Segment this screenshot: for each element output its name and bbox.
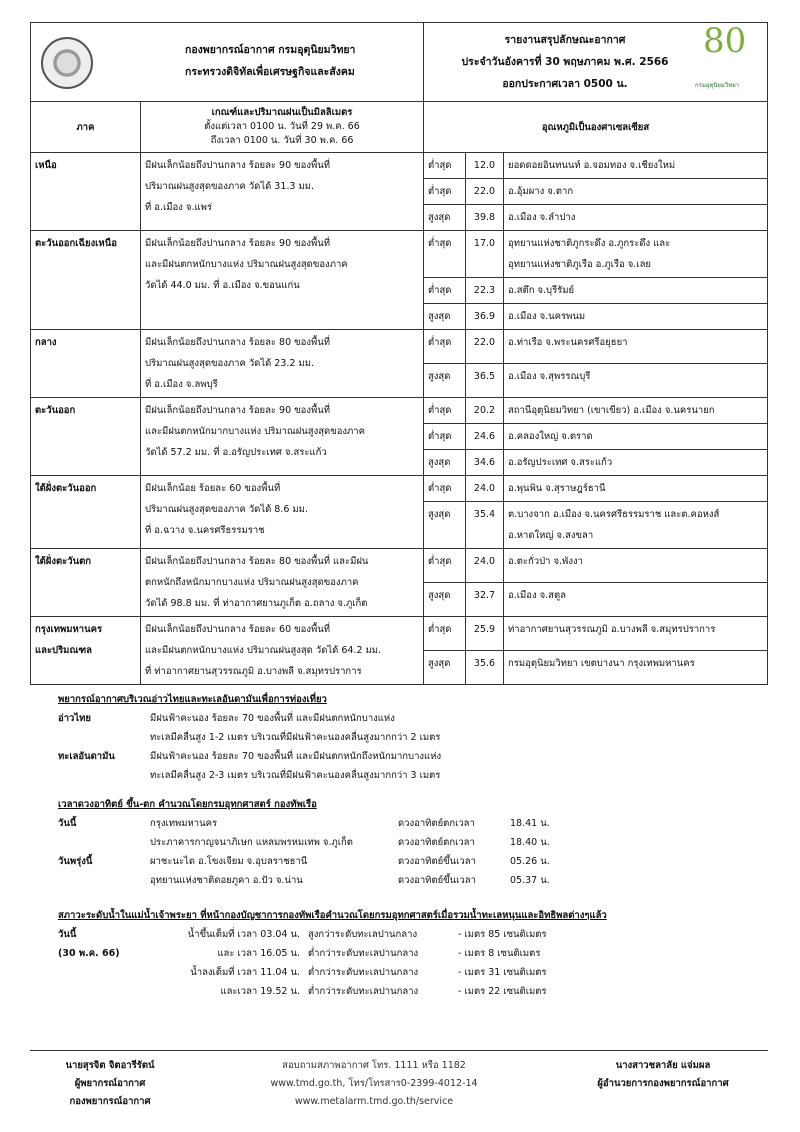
andaman-line-2: ทะเลมีคลื่นสูง 2-3 เมตร บริเวณที่มีฝนฟ้าคะนองคลื่นสูงมากกว่า 3 เมตร — [150, 770, 441, 781]
temp-kind: ต่ำสุด — [424, 179, 466, 205]
region-rain: มีฝนเล็กน้อยถึงปานกลาง ร้อยละ 90 ของพื้นที่ และมีฝนตกหนักบางแห่ง ปริมาณฝนสูงสุดของภาค วัดได้ 44.0 มม. ที่ อ.เมือง จ.ขอนแก่น — [141, 231, 424, 330]
report-date: ประจำวันอังคารที่ 30 พฤษภาคม พ.ศ. 2566 — [461, 56, 669, 68]
temp-kind: ต่ำสุด — [424, 153, 466, 179]
river-row — [58, 944, 758, 963]
temp-kind: สูงสุด — [424, 583, 466, 617]
temp-value: 36.5 — [466, 364, 504, 398]
river-time: น้ำขึ้นเต็มที่ เวลา 03.04 น. — [187, 929, 300, 940]
sea-title: พยากรณ์อากาศบริเวณอ่าวไทยและทะเลอันดามันเพื่อการท่องเที่ยว — [58, 694, 327, 705]
temp-value: 22.3 — [466, 278, 504, 304]
sun-event: ดวงอาทิตย์ตกเวลา — [398, 818, 475, 829]
col-region-header: ภาค — [31, 102, 141, 153]
river-row — [58, 963, 758, 982]
header-right — [424, 23, 768, 102]
temp-value: 24.0 — [466, 549, 504, 583]
sun-title: เวลาดวงอาทิตย์ ขึ้น-ตก คำนวณโดยกรมอุทกศาสตร์ กองทัพเรือ — [58, 799, 317, 810]
temp-kind: ต่ำสุด — [424, 330, 466, 364]
region-name: กรุงเทพมหานคร และปริมณฑล — [31, 617, 141, 685]
sun-day-label — [58, 871, 150, 890]
river-row — [58, 982, 758, 1001]
tmd-80th-logo-icon: 80 กรมอุตุนิยมวิทยา — [695, 21, 747, 89]
river-level-value: - เมตร 85 เซนติเมตร — [458, 929, 547, 940]
temp-kind: ต่ำสุด — [424, 476, 466, 502]
sun-time: 05.26 น. — [510, 856, 550, 867]
report-title: รายงานสรุปลักษณะอากาศ — [504, 34, 626, 46]
temp-place: อ.เมือง จ.สตูล — [504, 583, 768, 617]
temp-value: 17.0 — [466, 231, 504, 278]
table-row — [31, 398, 768, 424]
region-rain: มีฝนเล็กน้อยถึงปานกลาง ร้อยละ 90 ของพื้นที่ ปริมาณฝนสูงสุดของภาค วัดได้ 31.3 มม. ที่ อ.เมือง จ.แพร่ — [141, 153, 424, 231]
service-link[interactable]: www.metalarm.tmd.go.th/service — [294, 1096, 454, 1107]
sun-event: ดวงอาทิตย์ขึ้นเวลา — [398, 875, 476, 886]
river-time: และ เวลา 16.05 น. — [217, 948, 300, 959]
river-relation: ต่ำกว่าระดับทะเลปานกลาง — [308, 948, 419, 959]
temp-place: กรมอุตุนิยมวิทยา เขตบางนา กรุงเทพมหานคร — [504, 651, 768, 685]
region-rain: มีฝนเล็กน้อยถึงปานกลาง ร้อยละ 60 ของพื้นที่ และมีฝนตกหนักบางแห่ง ปริมาณฝนสูงสุด วัดได้ 64.2 มม. ที่ ท่าอากาศยานสุวรรณภูมิ อ.บางพลี จ.สมุทรปราการ — [141, 617, 424, 685]
temp-kind: ต่ำสุด — [424, 549, 466, 583]
region-rain: มีฝนเล็กน้อย ร้อยละ 60 ของพื้นที่ ปริมาณฝนสูงสุดของภาค วัดได้ 8.6 มม. ที่ อ.ฉวาง จ.นครศรีธรรมราช — [141, 476, 424, 549]
river-level-value: - เมตร 31 เซนติเมตร — [458, 967, 547, 978]
temp-value: 24.6 — [466, 424, 504, 450]
director-role: ผู้อำนวยการกองพยากรณ์อากาศ — [597, 1078, 729, 1089]
table-row — [31, 476, 768, 502]
river-title: สภาวะระดับน้ำในแม่น้ำเจ้าพระยา ที่หน้ากองบัญชาการกองทัพเรือคำนวณโดยกรมอุทกศาสตร์เมื่อรวมน้ำทะเลหนุนและอิทธิพลต่างๆแล้ว — [58, 910, 607, 921]
sun-place: กรุงเทพมหานคร — [150, 818, 218, 829]
river-time: และเวลา 19.52 น. — [220, 986, 300, 997]
region-name: ใต้ฝั่งตะวันตก — [31, 549, 141, 617]
temp-value: 20.2 — [466, 398, 504, 424]
temp-kind: ต่ำสุด — [424, 398, 466, 424]
issue-time: ออกประกาศเวลา 0500 น. — [502, 78, 628, 90]
andaman-line-1: มีฝนฟ้าคะนอง ร้อยละ 70 ของพื้นที่ และมีฝนตกหนักถึงหนักมากบางแห่ง — [150, 751, 442, 762]
header-left — [31, 23, 424, 102]
temp-value: 32.7 — [466, 583, 504, 617]
region-name: ตะวันออกเฉียงเหนือ — [31, 231, 141, 330]
temp-kind: สูงสุด — [424, 304, 466, 330]
sun-row — [58, 833, 758, 852]
sun-day-label: วันนี้ — [58, 818, 77, 829]
temp-place: อ.คลองใหญ่ จ.ตราด — [504, 424, 768, 450]
table-row — [31, 231, 768, 278]
col-temp-header: อุณหภูมิเป็นองศาเซลเซียส — [424, 102, 768, 153]
ministry-name: กระทรวงดิจิทัลเพื่อเศรษฐกิจและสังคม — [185, 66, 355, 78]
sun-place: ประภาคารกาญจนาภิเษก แหลมพรหมเทพ จ.ภูเก็ต — [150, 837, 353, 848]
temp-kind: สูงสุด — [424, 364, 466, 398]
department-name: กองพยากรณ์อากาศ กรมอุตุนิยมวิทยา — [185, 44, 356, 56]
director-name: นางสาวชลาลัย แจ่มผล — [615, 1060, 711, 1071]
river-day-label — [58, 982, 150, 1001]
sun-row — [58, 852, 758, 871]
table-row — [31, 330, 768, 364]
temp-place: อ.เมือง จ.สุพรรณบุรี — [504, 364, 768, 398]
sun-place: ผาชะนะได อ.โขงเจียม จ.อุบลราชธานี — [150, 856, 308, 867]
temp-place: อ.ตะกั่วป่า จ.พังงา — [504, 549, 768, 583]
river-relation: สูงกว่าระดับทะเลปานกลาง — [308, 929, 418, 940]
forecaster-role: ผู้พยากรณ์อากาศ — [74, 1078, 146, 1089]
forecaster-name: นายสุรจิต จิตอารีรัตน์ — [65, 1060, 155, 1071]
sun-time: 05.37 น. — [510, 875, 550, 886]
temp-place: ต.บางจาก อ.เมือง จ.นครศรีธรรมราช และต.คอหงส์ อ.หาดใหญ่ จ.สงขลา — [504, 502, 768, 549]
region-name: กลาง — [31, 330, 141, 398]
andaman-label: ทะเลอันดามัน — [58, 751, 115, 762]
table-row — [31, 153, 768, 179]
river-time: น้ำลงเต็มที่ เวลา 11.04 น. — [190, 967, 300, 978]
temp-place: อ.ท่าเรือ จ.พระนครศรีอยุธยา — [504, 330, 768, 364]
region-rain: มีฝนเล็กน้อยถึงปานกลาง ร้อยละ 90 ของพื้นที่ และมีฝนตกหนักมากบางแห่ง ปริมาณฝนสูงสุดของภาค วัดได้ 57.2 มม. ที่ อ.อรัญประเทศ จ.สระแก้ว — [141, 398, 424, 476]
gulf-line-1: มีฝนฟ้าคะนอง ร้อยละ 70 ของพื้นที่ และมีฝนตกหนักบางแห่ง — [150, 713, 395, 724]
temp-place: อ.พุนพิน จ.สุราษฎร์ธานี — [504, 476, 768, 502]
temp-place: ยอดดอยอินทนนท์ อ.จอมทอง จ.เชียงใหม่ — [504, 153, 768, 179]
river-day-label: (30 พ.ค. 66) — [58, 948, 120, 959]
contact-phone: สอบถามสภาพอากาศ โทร. 1111 หรือ 1182 — [282, 1060, 466, 1071]
temp-place: ท่าอากาศยานสุวรรณภูมิ อ.บางพลี จ.สมุทรปราการ — [504, 617, 768, 651]
river-relation: ต่ำกว่าระดับทะเลปานกลาง — [308, 967, 419, 978]
temp-value: 34.6 — [466, 450, 504, 476]
sun-row — [58, 871, 758, 890]
sea-forecast — [58, 690, 758, 785]
weather-table — [30, 22, 768, 685]
table-row — [31, 617, 768, 651]
temp-kind: สูงสุด — [424, 450, 466, 476]
temp-kind: สูงสุด — [424, 502, 466, 549]
temp-kind: ต่ำสุด — [424, 278, 466, 304]
temp-value: 25.9 — [466, 617, 504, 651]
gulf-line-2: ทะเลมีคลื่นสูง 1-2 เมตร บริเวณที่มีฝนฟ้าคะนองคลื่นสูงมากกว่า 2 เมตร — [150, 732, 441, 743]
sun-day-label: วันพรุ่งนี้ — [58, 856, 93, 867]
river-row — [58, 925, 758, 944]
temp-place: อ.สตึก จ.บุรีรัมย์ — [504, 278, 768, 304]
sun-row — [58, 814, 758, 833]
sun-time: 18.41 น. — [510, 818, 550, 829]
temp-kind: ต่ำสุด — [424, 231, 466, 278]
temp-place: สถานีอุตุนิยมวิทยา (เขาเขียว) อ.เมือง จ.นครนายก — [504, 398, 768, 424]
ministry-seal-icon — [41, 37, 93, 89]
region-name: เหนือ — [31, 153, 141, 231]
gulf-label: อ่าวไทย — [58, 713, 91, 724]
river-day-label: วันนี้ — [58, 929, 77, 940]
temp-value: 12.0 — [466, 153, 504, 179]
temp-value: 22.0 — [466, 179, 504, 205]
sun-times — [58, 795, 758, 890]
footer — [30, 1050, 768, 1111]
river-day-label — [58, 963, 150, 982]
temp-value: 36.9 — [466, 304, 504, 330]
col-rain-header: เกณฑ์และปริมาณฝนเป็นมิลลิเมตร ตั้งแต่เวลา 0100 น. วันที่ 29 พ.ค. 66 ถึงเวลา 0100 น. วันที่ 30 พ.ค. 66 — [141, 102, 424, 153]
temp-place: อุทยานแห่งชาติภูกระดึง อ.ภูกระดึง และ อุทยานแห่งชาติภูเรือ อ.ภูเรือ จ.เลย — [504, 231, 768, 278]
region-rain: มีฝนเล็กน้อยถึงปานกลาง ร้อยละ 80 ของพื้นที่ ปริมาณฝนสูงสุดของภาค วัดได้ 23.2 มม. ที่ อ.เมือง จ.ลพบุรี — [141, 330, 424, 398]
sun-time: 18.40 น. — [510, 837, 550, 848]
temp-place: อ.เมือง จ.นครพนม — [504, 304, 768, 330]
temp-kind: ต่ำสุด — [424, 424, 466, 450]
sun-event: ดวงอาทิตย์ขึ้นเวลา — [398, 856, 476, 867]
region-rain: มีฝนเล็กน้อยถึงปานกลาง ร้อยละ 80 ของพื้นที่ และมีฝน ตกหนักถึงหนักมากบางแห่ง ปริมาณฝนสูงสุดของภาค วัดได้ 98.8 มม. ที่ ท่าอากาศยานภูเก็ต อ.ถลาง จ.ภูเก็ต — [141, 549, 424, 617]
temp-kind: ต่ำสุด — [424, 617, 466, 651]
river-relation: ต่ำกว่าระดับทะเลปานกลาง — [308, 986, 419, 997]
temp-place: อ.อรัญประเทศ จ.สระแก้ว — [504, 450, 768, 476]
contact-web[interactable]: www.tmd.go.th, โทร/โทรสาร0-2399-4012-14 — [270, 1078, 478, 1089]
table-row — [31, 549, 768, 583]
river-level — [58, 906, 758, 1001]
temp-value: 35.4 — [466, 502, 504, 549]
temp-value: 39.8 — [466, 205, 504, 231]
river-level-value: - เมตร 22 เซนติเมตร — [458, 986, 547, 997]
region-name: ตะวันออก — [31, 398, 141, 476]
sun-event: ดวงอาทิตย์ตกเวลา — [398, 837, 475, 848]
sun-day-label — [58, 833, 150, 852]
sun-place: อุทยานแห่งชาติดอยภูคา อ.ปัว จ.น่าน — [150, 875, 303, 886]
temp-value: 22.0 — [466, 330, 504, 364]
temp-place: อ.อุ้มผาง จ.ตาก — [504, 179, 768, 205]
temp-value: 35.6 — [466, 651, 504, 685]
region-name: ใต้ฝั่งตะวันออก — [31, 476, 141, 549]
forecaster-dept: กองพยากรณ์อากาศ — [69, 1096, 151, 1107]
temp-value: 24.0 — [466, 476, 504, 502]
temp-kind: สูงสุด — [424, 651, 466, 685]
temp-kind: สูงสุด — [424, 205, 466, 231]
temp-place: อ.เมือง จ.ลำปาง — [504, 205, 768, 231]
river-level-value: - เมตร 8 เซนติเมตร — [458, 948, 541, 959]
